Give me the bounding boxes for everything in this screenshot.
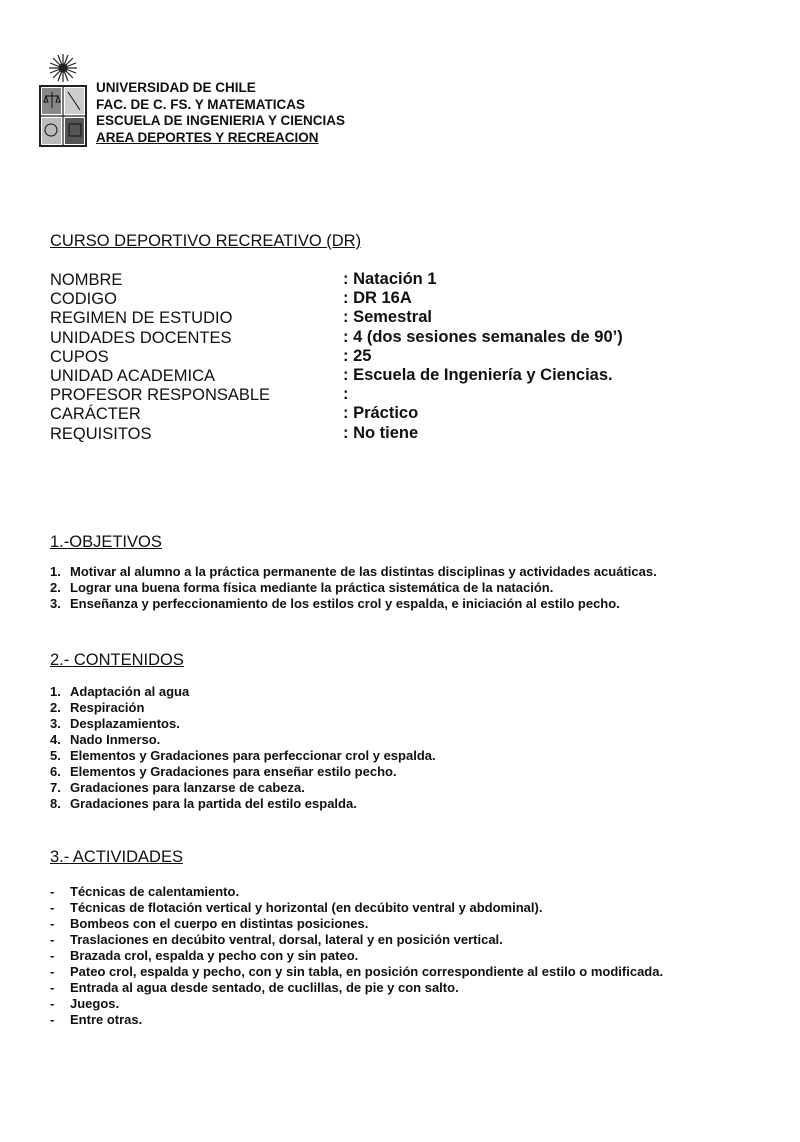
item-bullet: -	[50, 884, 55, 899]
item-number: 3.	[50, 716, 61, 731]
item-text: Desplazamientos.	[70, 716, 180, 731]
info-value: : Natación 1	[343, 270, 437, 288]
info-row-regimen	[50, 308, 750, 327]
item-text: Enseñanza y perfeccionamiento de los estilos crol y espalda, e iniciación al estilo pecho.	[70, 596, 620, 611]
item-number: 4.	[50, 732, 61, 747]
info-row-unidad-academica	[50, 366, 750, 385]
item-text: Nado Inmerso.	[70, 732, 161, 747]
item-text: Pateo crol, espalda y pecho, con y sin tabla, en posición correspondiente al estilo o modificada.	[70, 964, 664, 979]
item-text: Técnicas de calentamiento.	[70, 884, 240, 899]
university-crest-logo	[36, 46, 90, 154]
item-number: 1.	[50, 564, 61, 579]
item-bullet: -	[50, 964, 55, 979]
actividades-heading: 3.- ACTIVIDADES	[50, 848, 183, 866]
contenidos-heading: 2.- CONTENIDOS	[50, 651, 184, 669]
item-text: Elementos y Gradaciones para perfeccionar crol y espalda.	[70, 748, 436, 763]
item-text: Traslaciones en decúbito ventral, dorsal, lateral y en posición vertical.	[70, 932, 503, 947]
item-bullet: -	[50, 916, 55, 931]
item-text: Respiración	[70, 700, 145, 715]
area-name: AREA DEPORTES Y RECREACION	[96, 129, 319, 145]
info-row-profesor	[50, 385, 750, 404]
info-value: : DR 16A	[343, 289, 412, 308]
university-name: UNIVERSIDAD DE CHILE	[96, 80, 256, 95]
info-value: :	[343, 385, 349, 404]
course-title: CURSO DEPORTIVO RECREATIVO (DR)	[50, 232, 362, 250]
item-bullet: -	[50, 900, 55, 915]
item-text: Gradaciones para la partida del estilo espalda.	[70, 796, 357, 811]
info-row-nombre	[50, 270, 750, 289]
info-value: : 25	[343, 346, 372, 365]
item-text: Técnicas de flotación vertical y horizontal (en decúbito ventral y abdominal).	[70, 900, 543, 915]
item-text: Juegos.	[70, 996, 120, 1011]
objetivos-heading: 1.-OBJETIVOS	[50, 533, 162, 551]
info-label: NOMBRE	[50, 271, 123, 289]
item-text: Adaptación al agua	[70, 684, 190, 699]
info-value: : 4 (dos sesiones semanales de 90’)	[343, 327, 623, 346]
info-label: UNIDAD ACADEMICA	[50, 366, 216, 385]
item-bullet: -	[50, 932, 55, 947]
info-label: CODIGO	[50, 290, 117, 309]
info-label: CARÁCTER	[50, 405, 141, 424]
info-label: UNIDADES DOCENTES	[50, 328, 232, 347]
info-label: PROFESOR RESPONSABLE	[50, 386, 271, 405]
item-number: 6.	[50, 764, 61, 779]
item-bullet: -	[50, 996, 55, 1011]
item-number: 3.	[50, 596, 61, 611]
faculty-name: FAC. DE C. FS. Y MATEMATICAS	[96, 96, 306, 112]
item-text: Bombeos con el cuerpo en distintas posiciones.	[70, 916, 369, 931]
info-row-cupos	[50, 347, 750, 366]
item-text: Motivar al alumno a la práctica permanente de las distintas disciplinas y actividades acuáticas.	[70, 564, 657, 579]
item-text: Brazada crol, espalda y pecho con y sin pateo.	[70, 948, 359, 963]
item-bullet: -	[50, 980, 55, 995]
item-text: Gradaciones para lanzarse de cabeza.	[70, 780, 305, 795]
info-label: REGIMEN DE ESTUDIO	[50, 309, 233, 328]
item-bullet: -	[50, 1012, 55, 1027]
item-number: 7.	[50, 780, 61, 795]
item-number: 2.	[50, 580, 61, 595]
item-number: 1.	[50, 684, 61, 699]
info-row-codigo	[50, 289, 750, 308]
institution-header	[96, 80, 345, 146]
info-row-requisitos	[50, 424, 750, 443]
info-label: REQUISITOS	[50, 424, 152, 443]
info-row-unidades	[50, 328, 750, 347]
item-text: Entre otras.	[70, 1012, 143, 1027]
info-value: : Práctico	[343, 404, 419, 423]
item-number: 5.	[50, 748, 61, 763]
item-number: 8.	[50, 796, 61, 811]
info-value: : Escuela de Ingeniería y Ciencias.	[343, 365, 613, 384]
info-label: CUPOS	[50, 347, 109, 366]
info-row-caracter	[50, 404, 750, 423]
item-text: Lograr una buena forma física mediante la práctica sistemática de la natación.	[70, 580, 554, 595]
course-info-table	[50, 270, 750, 443]
item-number: 2.	[50, 700, 61, 715]
info-value: : Semestral	[343, 308, 432, 327]
item-bullet: -	[50, 948, 55, 963]
school-name: ESCUELA DE INGENIERIA Y CIENCIAS	[96, 113, 346, 128]
info-value: : No tiene	[343, 423, 419, 442]
item-text: Entrada al agua desde sentado, de cuclillas, de pie y con salto.	[70, 980, 459, 995]
item-text: Elementos y Gradaciones para enseñar estilo pecho.	[70, 764, 397, 779]
